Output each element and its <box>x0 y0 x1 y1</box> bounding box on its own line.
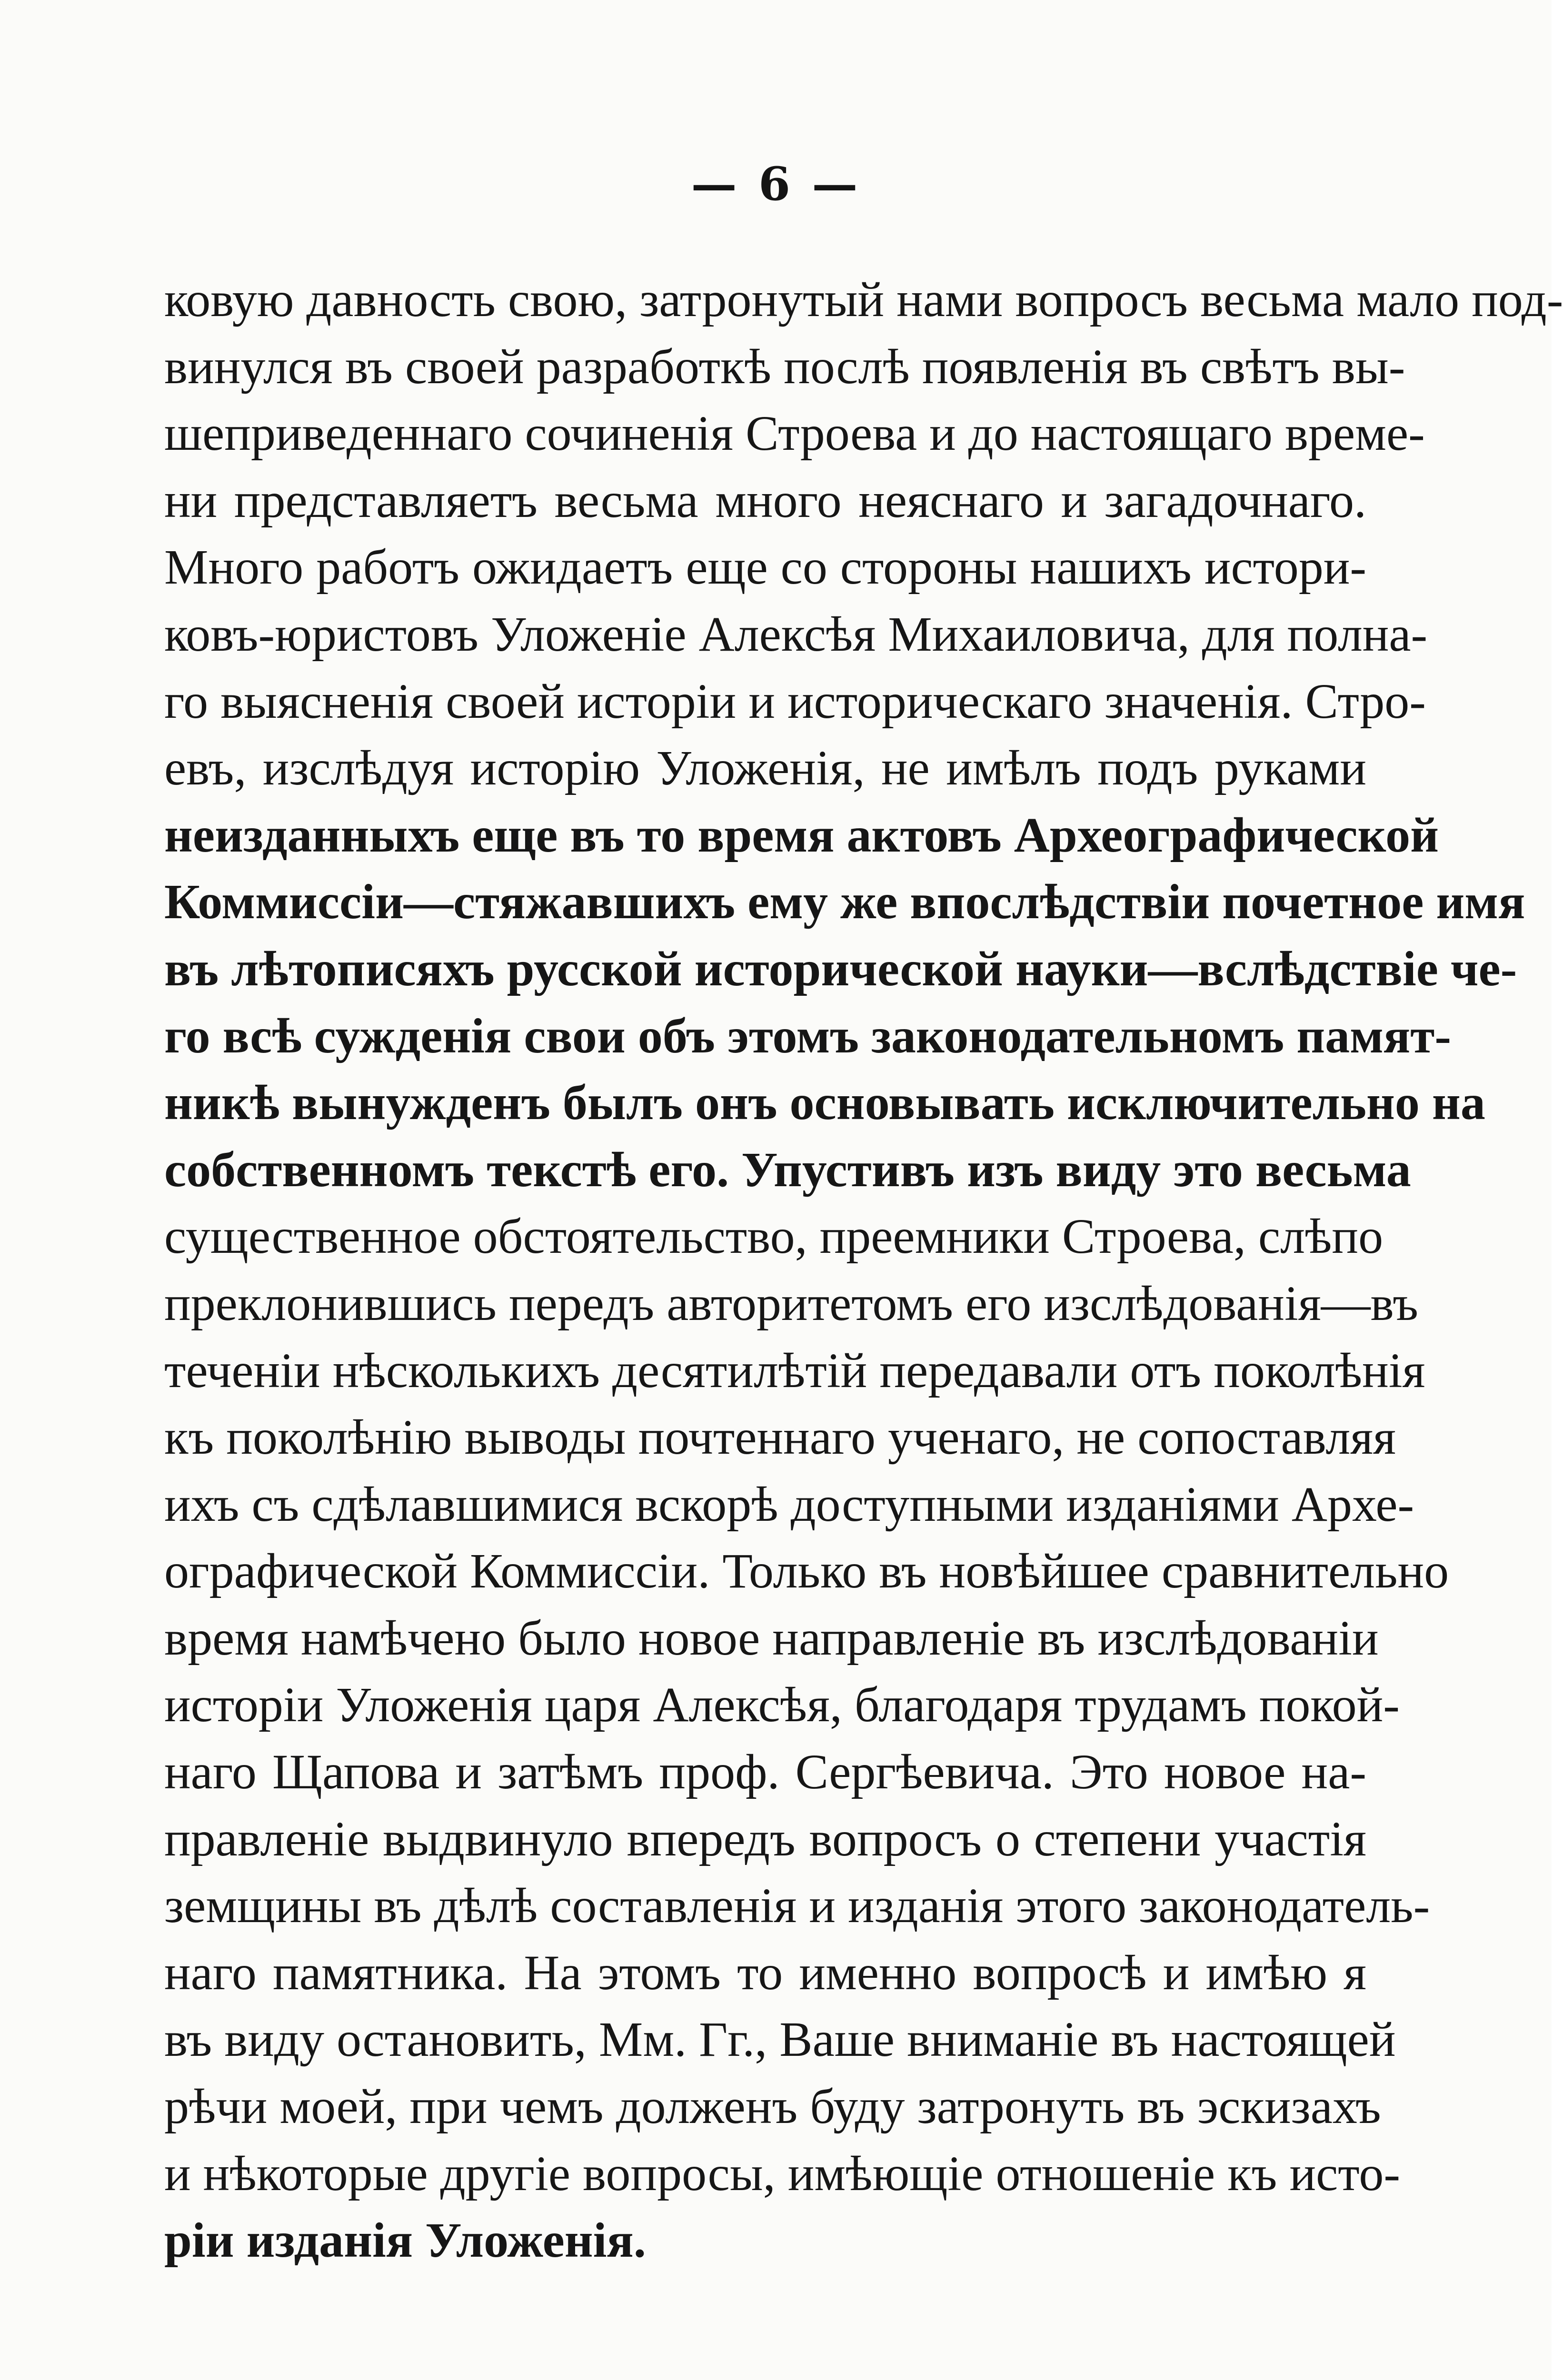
text-line: никѣ вынужденъ былъ онъ основывать исключительно на <box>164 1075 1485 1130</box>
text-line: преклонившись передъ авторитетомъ его изслѣдованія—въ <box>164 1276 1418 1331</box>
text-line: неизданныхъ еще въ то время актовъ Археографической <box>164 807 1439 863</box>
text-line: исторіи Уложенія царя Алексѣя, благодаря трудамъ покой- <box>164 1677 1400 1733</box>
text-line: въ виду остановить, Мм. Гг., Ваше вниманіе въ настоящей <box>164 2012 1396 2067</box>
text-line: и нѣкоторые другіе вопросы, имѣющіе отношеніе къ исто- <box>164 2146 1400 2201</box>
text-line: винулся въ своей разработкѣ послѣ появленія въ свѣтъ вы- <box>164 339 1405 394</box>
text-line: рѣчи моей, при чемъ долженъ буду затронуть въ эскизахъ <box>164 2079 1381 2134</box>
text-line: правленіе выдвинуло впередъ вопросъ о степени участія <box>164 1811 1366 1866</box>
text-line: земщины въ дѣлѣ составленія и изданія этого законодатель- <box>164 1878 1430 1934</box>
text-line: ріи изданія Уложенія. <box>164 2213 646 2268</box>
text-line: го всѣ сужденія свои объ этомъ законодательномъ памят- <box>164 1008 1451 1063</box>
text-line: существенное обстоятельство, преемники Строева, слѣпо <box>164 1209 1384 1264</box>
text-line: шеприведеннаго сочиненія Строева и до настоящаго време- <box>164 406 1425 461</box>
text-line: Коммиссіи—стяжавшихъ ему же впослѣдствіи почетное имя <box>164 874 1525 930</box>
text-line: въ лѣтописяхъ русской исторической науки—вслѣдствіе че- <box>164 941 1517 996</box>
text-line: время намѣчено было новое направленіе въ изслѣдованіи <box>164 1610 1379 1666</box>
text-line: Много работъ ожидаетъ еще со стороны нашихъ истори- <box>164 540 1366 595</box>
text-line: ни представляетъ весьма много неяснаго и загадочнаго. <box>164 473 1366 528</box>
page-number: — 6 — <box>691 157 861 211</box>
text-line: ихъ съ сдѣлавшимися вскорѣ доступными изданіями Архе- <box>164 1477 1414 1532</box>
text-line: ографической Коммиссіи. Только въ новѣйшее сравнительно <box>164 1544 1449 1599</box>
text-line: го выясненія своей исторіи и историческаго значенія. Стро- <box>164 674 1426 729</box>
text-line: ковую давность свою, затронутый нами вопросъ весьма мало под- <box>164 272 1563 327</box>
text-line: теченіи нѣсколькихъ десятилѣтій передавали отъ поколѣнія <box>164 1343 1425 1398</box>
text-line: ковъ-юристовъ Уложеніе Алексѣя Михаиловича, для полна- <box>164 606 1428 662</box>
text-line: наго памятника. На этомъ то именно вопросѣ и имѣю я <box>164 1945 1366 2000</box>
body-text <box>164 267 1563 2274</box>
text-line: къ поколѣнію выводы почтеннаго ученаго, не сопоставляя <box>164 1410 1396 1465</box>
text-line: собственномъ текстѣ его. Упустивъ изъ виду это весьма <box>164 1142 1411 1197</box>
text-line: наго Щапова и затѣмъ проф. Сергѣевича. Это новое на- <box>164 1745 1366 1800</box>
text-line: евъ, изслѣдуя исторію Уложенія, не имѣлъ подъ руками <box>164 741 1366 796</box>
